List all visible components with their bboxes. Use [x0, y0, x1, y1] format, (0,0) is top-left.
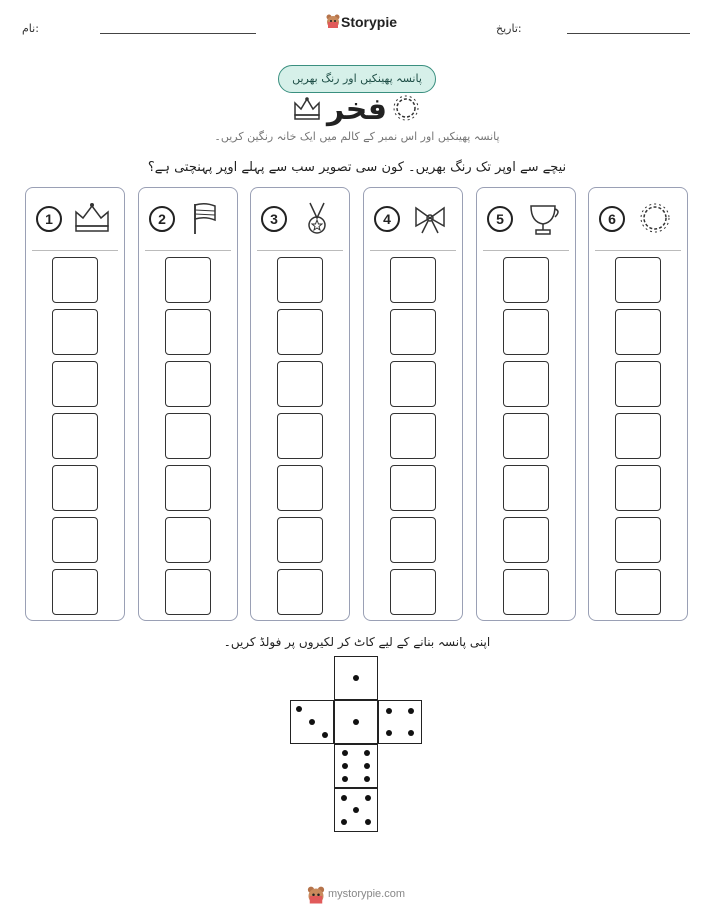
cut-instruction: اپنی پانسہ بنانے کے لیے کاٹ کر لکیروں پر فولڈ کریں۔	[223, 635, 491, 649]
date-label: تاریخ:	[496, 22, 522, 35]
pip	[353, 807, 359, 813]
pip	[408, 708, 414, 714]
color-cell[interactable]	[52, 465, 98, 511]
color-cell[interactable]	[503, 413, 549, 459]
column-divider	[32, 250, 118, 251]
color-cell[interactable]	[277, 361, 323, 407]
color-cell[interactable]	[165, 309, 211, 355]
color-cell[interactable]	[52, 309, 98, 355]
bow-icon	[410, 200, 450, 236]
column-divider	[370, 250, 456, 251]
footer-site: mystorypie.com	[328, 888, 406, 900]
color-cell[interactable]	[165, 413, 211, 459]
bear-logo-icon	[326, 14, 340, 30]
color-cell[interactable]	[390, 257, 436, 303]
column-divider	[257, 250, 343, 251]
color-cell[interactable]	[615, 465, 661, 511]
color-cell[interactable]	[503, 309, 549, 355]
column-divider	[145, 250, 231, 251]
color-cell[interactable]	[165, 517, 211, 563]
color-cell[interactable]	[503, 361, 549, 407]
color-cell[interactable]	[390, 465, 436, 511]
name-label: نام:	[22, 22, 39, 35]
color-cell[interactable]	[503, 257, 549, 303]
medal-icon	[297, 200, 337, 236]
brand-name: Storypie	[341, 14, 398, 30]
color-cell[interactable]	[390, 517, 436, 563]
color-cell[interactable]	[277, 257, 323, 303]
color-cell[interactable]	[277, 465, 323, 511]
color-cell[interactable]	[390, 309, 436, 355]
pip	[296, 706, 302, 712]
pip	[342, 763, 348, 769]
brand-logo	[326, 14, 396, 32]
pip	[353, 719, 359, 725]
column-3	[250, 187, 350, 621]
laurel-wreath-icon	[635, 200, 675, 236]
color-cell[interactable]	[390, 413, 436, 459]
pip	[353, 675, 359, 681]
pip	[309, 719, 315, 725]
color-cell[interactable]	[165, 257, 211, 303]
column-number: 1	[36, 206, 62, 232]
bear-logo-icon	[306, 886, 326, 906]
trophy-cup-icon	[523, 200, 563, 236]
dice-face-3	[290, 700, 334, 744]
pip	[386, 730, 392, 736]
dice-net[interactable]	[290, 656, 426, 836]
color-cell[interactable]	[165, 569, 211, 615]
dice-face-6	[334, 744, 378, 788]
pip	[364, 750, 370, 756]
activity-pill: پانسہ پھینکیں اور رنگ بھریں	[278, 65, 436, 93]
column-1	[25, 187, 125, 621]
dice-face-1	[334, 656, 378, 700]
color-cell[interactable]	[52, 361, 98, 407]
color-cell[interactable]	[52, 413, 98, 459]
color-cell[interactable]	[165, 465, 211, 511]
color-cell[interactable]	[165, 361, 211, 407]
color-cell[interactable]	[615, 569, 661, 615]
footer	[300, 886, 414, 906]
pip	[365, 819, 371, 825]
color-cell[interactable]	[503, 569, 549, 615]
column-5	[476, 187, 576, 621]
color-cell[interactable]	[52, 257, 98, 303]
column-divider	[595, 250, 681, 251]
color-cell[interactable]	[615, 413, 661, 459]
dice-face-5	[334, 788, 378, 832]
column-number: 3	[261, 206, 287, 232]
date-line[interactable]	[567, 33, 690, 34]
color-cell[interactable]	[390, 361, 436, 407]
column-number: 6	[599, 206, 625, 232]
color-cell[interactable]	[52, 569, 98, 615]
column-4	[363, 187, 463, 621]
column-number: 4	[374, 206, 400, 232]
color-cell[interactable]	[615, 361, 661, 407]
color-cell[interactable]	[277, 413, 323, 459]
name-line[interactable]	[100, 33, 256, 34]
color-cell[interactable]	[615, 257, 661, 303]
color-cell[interactable]	[503, 465, 549, 511]
dice-face-1	[334, 700, 378, 744]
page-title: فخر	[327, 92, 387, 127]
column-number: 2	[149, 206, 175, 232]
column-6	[588, 187, 688, 621]
pip	[365, 795, 371, 801]
pip	[386, 708, 392, 714]
subtitle: پانسہ پھینکیں اور اس نمبر کے کالم میں ایک خانہ رنگین کریں۔	[214, 130, 500, 143]
pip	[341, 819, 347, 825]
column-number: 5	[487, 206, 513, 232]
color-cell[interactable]	[277, 517, 323, 563]
pip	[341, 795, 347, 801]
laurel-wreath-icon	[392, 94, 420, 122]
color-cell[interactable]	[52, 517, 98, 563]
flag-icon	[185, 200, 225, 236]
color-cell[interactable]	[615, 309, 661, 355]
pip	[322, 732, 328, 738]
question: نیچے سے اوپر تک رنگ بھریں۔ کون سی تصویر سب سے پہلے اوپر پہنچتی ہے؟	[147, 160, 567, 175]
column-2	[138, 187, 238, 621]
color-cell[interactable]	[615, 517, 661, 563]
color-cell[interactable]	[390, 569, 436, 615]
color-cell[interactable]	[503, 517, 549, 563]
pip	[408, 730, 414, 736]
crown-icon	[72, 200, 112, 236]
pip	[342, 750, 348, 756]
pip	[342, 776, 348, 782]
pip	[364, 763, 370, 769]
dice-face-4	[378, 700, 422, 744]
color-cell[interactable]	[277, 309, 323, 355]
color-cell[interactable]	[277, 569, 323, 615]
column-divider	[483, 250, 569, 251]
pip	[364, 776, 370, 782]
